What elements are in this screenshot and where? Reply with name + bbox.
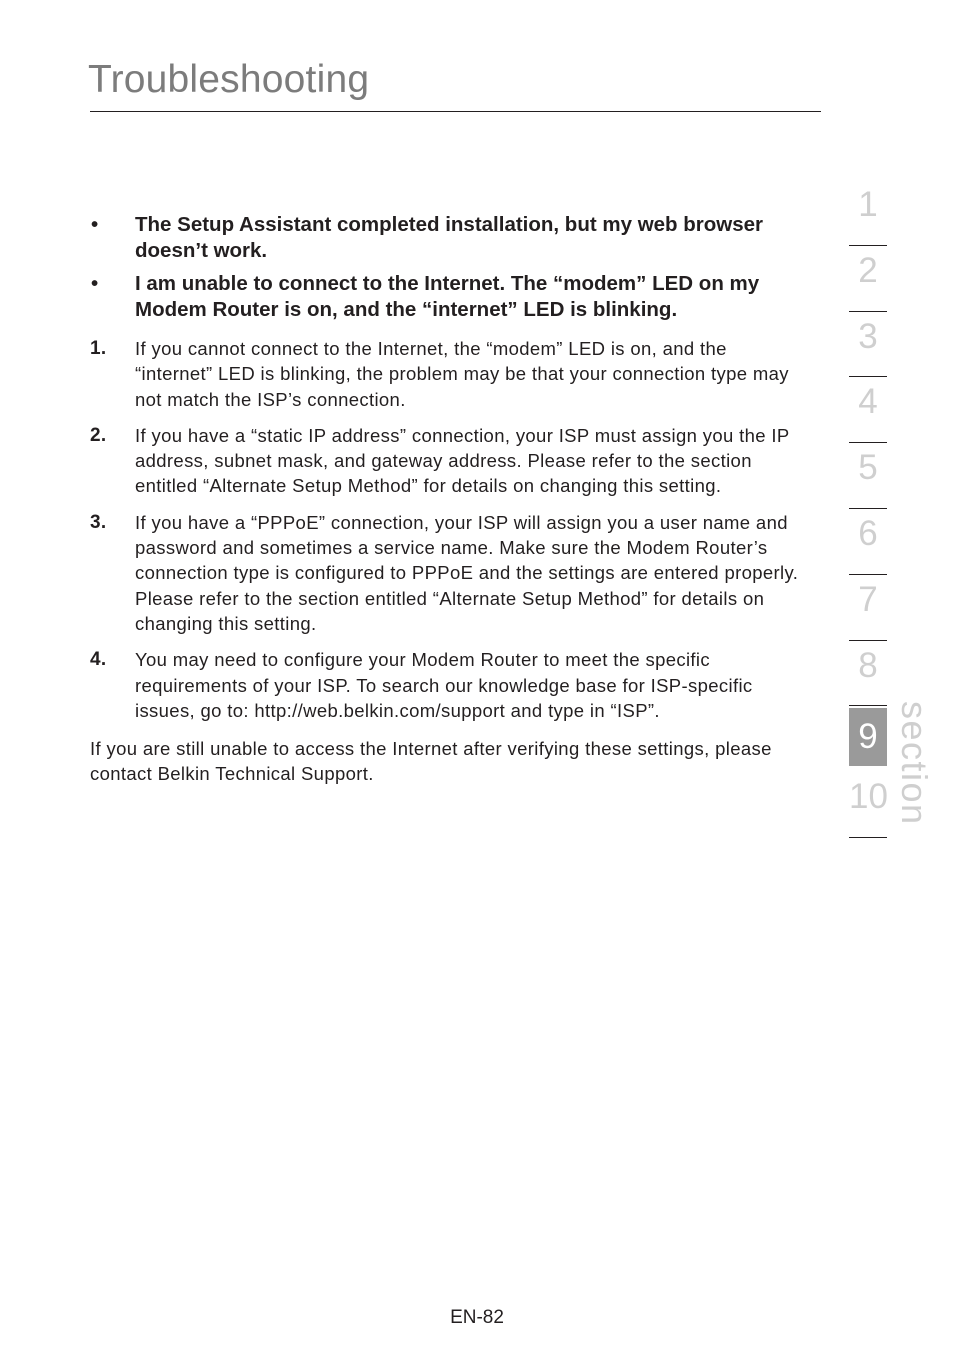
bullet: •	[91, 272, 99, 295]
step-number: 4.	[90, 649, 107, 671]
section-number: 2	[858, 250, 878, 290]
section-nav-item-8[interactable]	[849, 641, 887, 707]
title-divider	[90, 111, 821, 112]
section-nav-item-5[interactable]	[849, 443, 887, 509]
step-number: 3.	[90, 511, 107, 533]
section-number: 8	[858, 645, 878, 685]
section-nav-item-7[interactable]	[849, 575, 887, 641]
page-title: Troubleshooting	[88, 58, 370, 101]
closing-paragraph: If you are still unable to access the Internet after verifying these settings, please contact Belkin Technical Support.	[90, 738, 772, 785]
section-nav-item-9-active[interactable]	[849, 706, 887, 772]
step-number: 1.	[90, 338, 107, 359]
section-nav-item-6[interactable]	[849, 509, 887, 575]
section-label: section	[894, 701, 935, 826]
section-nav-item-10[interactable]	[849, 772, 887, 838]
step-item	[90, 510, 802, 636]
step-item	[90, 423, 802, 499]
section-number: 9	[849, 708, 887, 766]
bullet: •	[91, 213, 99, 236]
section-number: 10	[849, 777, 888, 817]
step-text: If you cannot connect to the Internet, the “modem” LED is on, and the “internet” LED is blinking, the problem may be that your connection type may not match the ISP’s connection.	[135, 338, 789, 410]
section-nav-item-4[interactable]	[849, 377, 887, 443]
problem-item	[90, 212, 802, 264]
section-nav-item-1[interactable]	[849, 180, 887, 246]
section-number: 1	[858, 185, 878, 224]
step-item	[90, 336, 802, 412]
section-number: 5	[858, 448, 878, 488]
section-nav-item-2[interactable]	[849, 246, 887, 312]
page-number: EN-82	[450, 1307, 504, 1328]
problem-text: The Setup Assistant completed installation, but my web browser doesn’t work.	[135, 213, 764, 262]
problem-text: I am unable to connect to the Internet. The “modem” LED on my Modem Router is on, and the “internet” LED is blinking.	[135, 272, 760, 321]
section-number: 4	[858, 382, 878, 422]
section-divider	[849, 837, 887, 838]
step-item	[90, 647, 802, 723]
section-number: 7	[858, 579, 878, 619]
step-text: You may need to configure your Modem Router to meet the specific requirements of your ISP. To search our knowledge base for ISP-specific issues, go to: http://web.belkin.com/support and type in “ISP”.	[135, 649, 753, 721]
section-nav-item-3[interactable]	[849, 312, 887, 378]
step-number: 2.	[90, 424, 107, 446]
problem-item	[90, 271, 802, 323]
section-number: 6	[858, 513, 878, 553]
section-nav	[849, 180, 887, 838]
main-content	[90, 212, 802, 787]
step-text: If you have a “PPPoE” connection, your ISP will assign you a user name and password and sometimes a service name. Make sure the Modem Router’s connection type is configured to PPPoE and the settings are entered properly. Please refer to the section entitled “Alternate Setup Method” for details on changing this setting.	[135, 511, 799, 634]
step-text: If you have a “static IP address” connection, your ISP must assign you the IP address, subnet mask, and gateway address. Please refer to the section entitled “Alternate Setup Method” for details on changing this setting.	[135, 424, 790, 497]
section-number: 3	[858, 316, 878, 356]
